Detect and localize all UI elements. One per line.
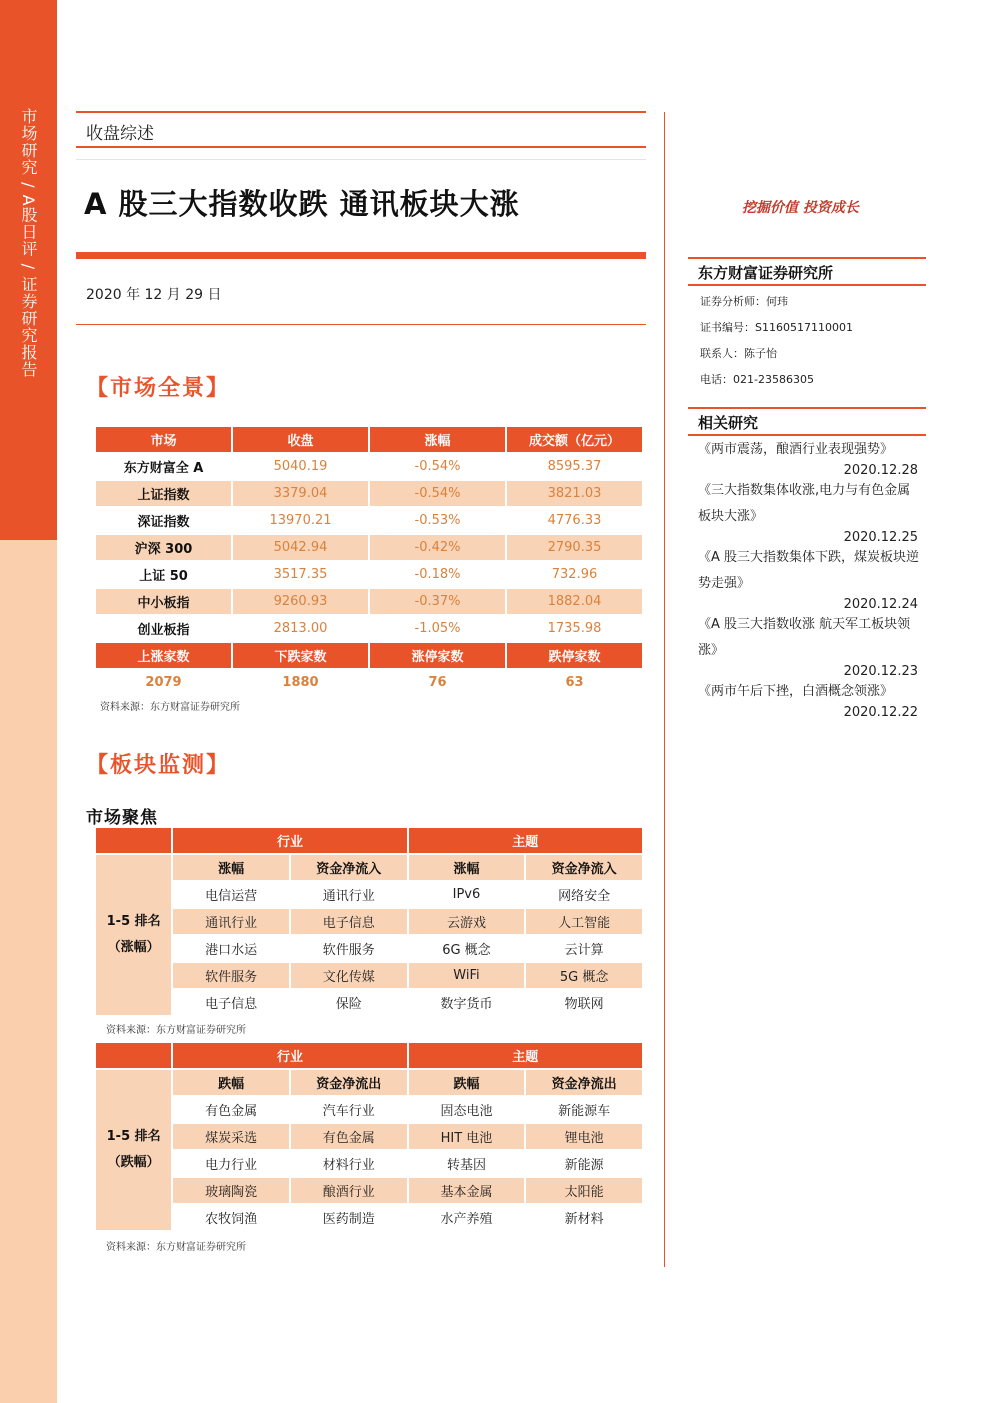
rank-label-line: （涨幅）: [107, 940, 160, 955]
table-row: [96, 454, 642, 479]
count-header: 跌停家数: [507, 643, 642, 668]
group-header-industry: 行业: [173, 1043, 406, 1068]
table-row: [96, 589, 642, 614]
table-row: [96, 882, 642, 907]
turnover-value: 1735.98: [547, 621, 602, 636]
cert-number: 证书编号：S1160517110001: [700, 321, 853, 334]
table-cell: 新能源车: [558, 1104, 611, 1119]
rank-label-line: 1-5 排名: [106, 914, 161, 929]
sub-header: 跌幅: [409, 1070, 525, 1095]
thin-rule: [76, 159, 646, 160]
table-cell: 网络安全: [558, 889, 611, 904]
change-value: -1.05%: [414, 621, 461, 636]
table-cell: 医药制造: [322, 1212, 375, 1227]
table-cell: 农牧饲渔: [205, 1212, 258, 1227]
change-value: -0.18%: [414, 567, 461, 582]
table-row: [96, 481, 642, 506]
group-header-row: [96, 828, 642, 853]
close-value: 5040.19: [273, 459, 328, 474]
table-cell: 通讯行业: [173, 909, 289, 934]
rank-label: [96, 855, 171, 1015]
related-report-link[interactable]: 《A 股三大指数集体下跌，煤炭板块逆势走强》: [698, 550, 920, 591]
phone: 电话：021-23586305: [700, 373, 814, 386]
turnover-value: 1882.04: [507, 589, 642, 614]
page-title: A 股三大指数收跌 通讯板块大涨: [84, 187, 520, 221]
market-name: 沪深 300: [96, 535, 231, 560]
table-row: [96, 909, 642, 934]
count-value: 1880: [282, 675, 319, 690]
column-header: 成交额（亿元）: [507, 427, 642, 452]
count-header: 上涨家数: [96, 643, 231, 668]
related-report-link[interactable]: 《A 股三大指数收涨 航天军工板块领涨》: [698, 617, 911, 658]
table-row: [96, 990, 642, 1015]
sub-header: 资金净流出: [526, 1070, 642, 1095]
market-focus-subheading: 市场聚焦: [86, 808, 158, 828]
table-cell: 水产养殖: [440, 1212, 493, 1227]
market-name: 中小板指: [96, 589, 231, 614]
table-cell: 保险: [335, 997, 362, 1012]
slogan: 挖掘价值 投资成长: [742, 200, 859, 216]
close-value: 2813.00: [273, 621, 328, 636]
close-value: 9260.93: [233, 589, 368, 614]
change-value: -0.53%: [414, 513, 461, 528]
date-rule: [76, 324, 646, 325]
table-cell: 玻璃陶瓷: [173, 1178, 289, 1203]
institute-rule-bottom: [688, 284, 926, 286]
related-report-date: 2020.12.25: [843, 530, 918, 545]
table-row: [96, 535, 642, 560]
table-cell: 云游戏: [409, 909, 525, 934]
market-overview-heading: 【市场全景】: [86, 375, 231, 401]
institute-name: 东方财富证券研究所: [698, 264, 834, 282]
related-report-link[interactable]: 《两市午后下挫，白酒概念领涨》: [698, 684, 894, 699]
table-cell: 软件服务: [322, 943, 375, 958]
corner-cell: [96, 828, 171, 853]
close-value: 3517.35: [273, 567, 328, 582]
count-header: 下跌家数: [233, 643, 368, 668]
market-name: 创业板指: [137, 623, 190, 638]
count-header: 涨停家数: [370, 643, 505, 668]
table-cell: 太阳能: [526, 1178, 642, 1203]
change-value: -0.54%: [414, 459, 461, 474]
table-header-row: [96, 427, 642, 452]
rank-label-line: （跌幅）: [107, 1155, 160, 1170]
table-row: [96, 616, 642, 641]
sub-header: 资金净流出: [291, 1070, 407, 1095]
sub-header-row: [96, 855, 642, 880]
sub-header: 跌幅: [173, 1070, 289, 1095]
count-value: 63: [565, 675, 584, 690]
table-cell: 软件服务: [173, 963, 289, 988]
change-value: -0.42%: [370, 535, 505, 560]
market-name: 上证 50: [139, 569, 188, 584]
table-cell: HIT 电池: [409, 1124, 525, 1149]
section-label: 收盘综述: [86, 124, 154, 144]
analyst: 证券分析师：何玮: [700, 295, 788, 308]
turnover-value: 8595.37: [547, 459, 602, 474]
related-rule-bottom: [688, 434, 926, 436]
related-rule-top: [688, 407, 926, 409]
count-value: 2079: [145, 675, 182, 690]
table-cell: 材料行业: [322, 1158, 375, 1173]
related-list: [698, 437, 922, 720]
rank-label: [96, 1070, 171, 1230]
top-losers-table: [94, 1041, 644, 1232]
sub-header: 涨幅: [409, 855, 525, 880]
turnover-value: 4776.33: [547, 513, 602, 528]
change-value: -0.37%: [370, 589, 505, 614]
table-cell: 电子信息: [205, 997, 258, 1012]
table-cell: 6G 概念: [442, 943, 491, 958]
market-name: 深证指数: [137, 515, 190, 530]
close-value: 3379.04: [233, 481, 368, 506]
table-row: [96, 1097, 642, 1122]
turnover-value: 3821.03: [507, 481, 642, 506]
related-report-link[interactable]: 《三大指数集体收涨,电力与有色金属板块大涨》: [698, 483, 911, 524]
table-row: [96, 963, 642, 988]
table-cell: 港口水运: [205, 943, 258, 958]
institute-rule-top: [688, 257, 926, 259]
rank-label-line: 1-5 排名: [106, 1129, 161, 1144]
count-row: [96, 670, 642, 695]
related-report-date: 2020.12.23: [843, 664, 918, 679]
table-cell: 有色金属: [291, 1124, 407, 1149]
table-row: [96, 1124, 642, 1149]
table-cell: 新材料: [564, 1212, 604, 1227]
sub-header: 涨幅: [173, 855, 289, 880]
source-note: 资料来源：东方财富证券研究所: [100, 702, 240, 713]
sidebar-label: 市场研究 / A股日评 / 证券研究报告: [19, 108, 38, 379]
change-value: -0.54%: [370, 481, 505, 506]
table-cell: 数字货币: [440, 997, 493, 1012]
table-cell: 新能源: [564, 1158, 604, 1173]
market-name: 东方财富全 A: [123, 461, 204, 476]
report-date: 2020 年 12 月 29 日: [86, 287, 222, 303]
related-report-date: 2020.12.28: [843, 463, 918, 478]
column-header: 市场: [96, 427, 231, 452]
corner-cell: [96, 1043, 171, 1068]
sidebar-light-bar: [0, 540, 57, 1403]
contact: 联系人：陈子怡: [700, 347, 777, 360]
table-cell: 汽车行业: [322, 1104, 375, 1119]
top-gainers-table: [94, 826, 644, 1017]
source-note: 资料来源：东方财富证券研究所: [106, 1025, 246, 1036]
count-value: 76: [428, 675, 447, 690]
table-cell: 5G 概念: [526, 963, 642, 988]
table-row: [96, 1178, 642, 1203]
table-cell: 电子信息: [291, 909, 407, 934]
column-header: 收盘: [233, 427, 368, 452]
table-cell: 转基因: [446, 1158, 486, 1173]
table-cell: 通讯行业: [322, 889, 375, 904]
top-rule: [76, 111, 646, 113]
column-divider: [664, 112, 665, 1267]
table-cell: 基本金属: [409, 1178, 525, 1203]
group-header-theme: 主题: [409, 1043, 642, 1068]
table-row: [96, 562, 642, 587]
section-rule: [76, 146, 646, 148]
table-cell: 煤炭采选: [173, 1124, 289, 1149]
table-cell: 文化传媒: [291, 963, 407, 988]
table-cell: 锂电池: [526, 1124, 642, 1149]
table-row: [96, 1151, 642, 1176]
related-heading: 相关研究: [698, 414, 759, 432]
source-note: 资料来源：东方财富证券研究所: [106, 1242, 246, 1253]
sector-monitor-heading: 【板块监测】: [86, 752, 231, 778]
table-cell: 物联网: [564, 997, 604, 1012]
table-cell: 有色金属: [205, 1104, 258, 1119]
turnover-value: 2790.35: [507, 535, 642, 560]
turnover-value: 732.96: [551, 567, 598, 582]
group-header-industry: 行业: [173, 828, 406, 853]
close-value: 13970.21: [269, 513, 332, 528]
market-name: 上证指数: [96, 481, 231, 506]
table-cell: WiFi: [409, 963, 525, 988]
table-cell: 人工智能: [526, 909, 642, 934]
table-row: [96, 1205, 642, 1230]
related-report-link[interactable]: 《两市震荡，酿酒行业表现强势》: [698, 442, 894, 457]
table-cell: 酿酒行业: [291, 1178, 407, 1203]
table-cell: 电信运营: [205, 889, 258, 904]
table-cell: 云计算: [564, 943, 604, 958]
related-report-date: 2020.12.24: [843, 597, 918, 612]
market-overview-table: [94, 425, 644, 697]
sub-header: 资金净流入: [291, 855, 407, 880]
sub-header-row: [96, 1070, 642, 1095]
sub-header: 资金净流入: [526, 855, 642, 880]
group-header-row: [96, 1043, 642, 1068]
close-value: 5042.94: [233, 535, 368, 560]
count-header-row: [96, 643, 642, 668]
table-cell: 固态电池: [440, 1104, 493, 1119]
title-bar: [76, 252, 646, 259]
table-cell: 电力行业: [205, 1158, 258, 1173]
related-report-date: 2020.12.22: [843, 705, 918, 720]
table-row: [96, 508, 642, 533]
table-row: [96, 936, 642, 961]
column-header: 涨幅: [370, 427, 505, 452]
table-cell: IPv6: [452, 887, 481, 902]
group-header-theme: 主题: [409, 828, 642, 853]
